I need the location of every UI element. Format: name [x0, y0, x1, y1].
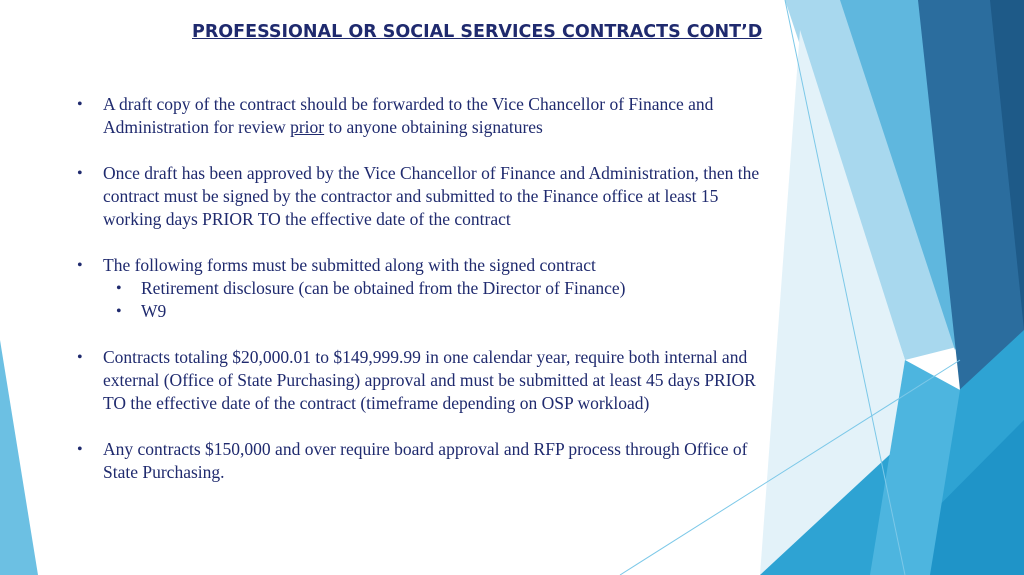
- bullet-glyph: •: [77, 96, 83, 113]
- bullet-text-part: to anyone obtaining signatures: [324, 117, 543, 137]
- slide-title: PROFESSIONAL OR SOCIAL SERVICES CONTRACTS CONT’D: [192, 22, 763, 42]
- bullet-text: Any contracts $150,000 and over require board approval and RFP process through Office of State Purchasing.: [103, 439, 748, 482]
- bullet-item: [0, 254, 760, 323]
- bullet-item: [0, 346, 760, 415]
- bullet-list: [0, 93, 760, 507]
- sub-bullet-item: [103, 300, 760, 323]
- bullet-text: The following forms must be submitted along with the signed contract: [103, 255, 596, 275]
- bullet-text: Contracts totaling $20,000.01 to $149,999.99 in one calendar year, require both internal and external (Office of State Purchasing) approval and must be submitted at least 45 days PRIOR TO the effective date of the contract (timeframe depending on OSP workload): [103, 347, 756, 413]
- bullet-text-part: A draft copy of the contract should be forwarded to the Vice Chancellor of Finance and Administration for review: [103, 94, 714, 137]
- sub-bullet-text: W9: [141, 301, 167, 321]
- bullet-text: Once draft has been approved by the Vice Chancellor of Finance and Administration, then the contract must be signed by the contractor and submitted to the Finance office at least 15 working days PRIOR TO the effective date of the contract: [103, 163, 760, 229]
- bullet-glyph: •: [77, 165, 83, 182]
- bullet-item: [0, 438, 760, 484]
- sub-bullet-text: Retirement disclosure (can be obtained from the Director of Finance): [141, 278, 626, 298]
- sub-bullet-item: [103, 277, 760, 300]
- bullet-glyph: •: [77, 441, 83, 458]
- bullet-glyph: •: [77, 349, 83, 366]
- bullet-item: [0, 162, 760, 231]
- sub-bullet-glyph: •: [116, 280, 122, 297]
- sub-bullet-glyph: •: [116, 303, 122, 320]
- bullet-emphasis: prior: [290, 117, 325, 137]
- bullet-item: [0, 93, 760, 139]
- bullet-glyph: •: [77, 257, 83, 274]
